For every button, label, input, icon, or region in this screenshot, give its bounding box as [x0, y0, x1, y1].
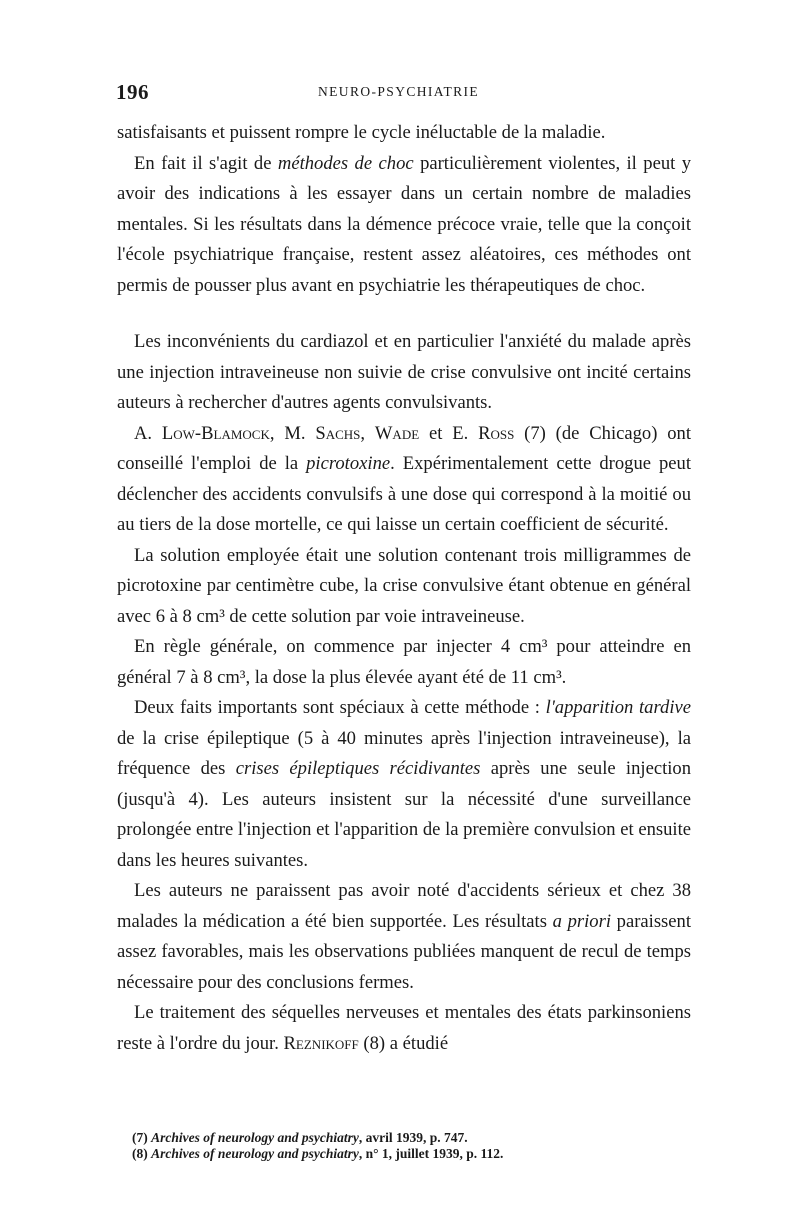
italic-term: a priori [552, 910, 611, 932]
text-run: , M. [269, 422, 316, 444]
citation-details: , n° 1, juillet 1939, p. 112. [358, 1146, 504, 1161]
body-text [117, 118, 691, 1059]
author-name: Low-Blamock [161, 422, 270, 444]
running-title: NEURO-PSYCHIATRIE [318, 84, 480, 99]
text-run: (8) a étudié [358, 1032, 449, 1054]
page-header [0, 80, 800, 104]
author-name: Wade [374, 422, 420, 444]
footnote-number: (7) [132, 1130, 152, 1145]
text-run: . Expérimentalement cette drogue peut déclencher des accidents convulsifs à une dose qui correspond à la moitié ou au tiers de la dose mortelle, ce qui laisse un certain coefficient de sécurité. [117, 453, 691, 535]
author-name: Ross [478, 422, 515, 444]
paragraph-7 [117, 693, 691, 876]
footnote-8 [132, 1146, 692, 1162]
text-run: de la crise épileptique (5 à 40 minutes après l'injection intraveineuse), la fréquence des [117, 727, 691, 779]
paragraph-6: En règle générale, on commence par injecter 4 cm³ pour atteindre en général 7 à 8 cm³, la dose la plus élevée ayant été de 11 cm³. [117, 636, 691, 688]
text-run: particulièrement violentes, il peut y avoir des indications à les essayer dans un certain nombre de maladies mentales. Si les résultats dans la démence précoce vraie, telle que la conçoit l'école psychiatrique française, restent assez aléatoires, ces méthodes ont permis de pousser plus avant en psychiatrie les thérapeutiques de choc. [117, 152, 692, 296]
italic-term: méthodes de choc [277, 152, 414, 174]
text-run: , [360, 422, 375, 444]
text-run: après une seule injection (jusqu'à 4). Les auteurs insistent sur la nécessité d'une surveillance prolongée entre l'injection et l'apparition de la première convulsion et ensuite dans les heures suivantes. [117, 758, 691, 871]
footnote-number: (8) [132, 1146, 152, 1161]
text-run: Deux faits importants sont spéciaux à cette méthode : [134, 697, 546, 718]
footnotes [132, 1130, 692, 1162]
text-run: Les auteurs ne paraissent pas avoir noté d'accidents sérieux et chez 38 malades la médication a été bien supportée. Les résultats [117, 880, 691, 932]
page-number: 196 [116, 80, 149, 104]
citation-details: , avril 1939, p. 747. [358, 1130, 468, 1145]
text-run: (7) (de Chicago) ont conseillé l'emploi de la [117, 422, 691, 474]
paragraph-9 [117, 998, 691, 1059]
italic-term: l'apparition tardive [545, 697, 691, 718]
journal-title: Archives of neurology and psychiatry [151, 1146, 359, 1161]
footnote-7 [132, 1130, 692, 1146]
text-run: En fait il s'agit de [134, 152, 278, 174]
paragraph-2 [117, 149, 691, 302]
paragraph-4 [117, 419, 691, 541]
text-run: et E. [419, 422, 479, 444]
paragraph-3: Les inconvénients du cardiazol et en particulier l'anxiété du malade après une injection intraveineuse non suivie de crise convulsive ont incité certains auteurs à rechercher d'autres agents convulsivants. [117, 331, 691, 413]
paragraph-1: satisfaisants et puissent rompre le cycle inéluctable de la maladie. [117, 122, 606, 143]
paragraph-5: La solution employée était une solution contenant trois milligrammes de picrotoxine par centimètre cube, la crise convulsive étant obtenue en général avec 6 à 8 cm³ de cette solution par voie intraveineuse. [117, 544, 691, 627]
text-run: A. [134, 422, 162, 444]
italic-term: crises épileptiques récidivantes [235, 758, 481, 779]
italic-term: picrotoxine [306, 453, 391, 474]
paragraph-8 [117, 876, 691, 998]
author-name: Sachs [315, 422, 361, 444]
author-name: Reznikoff [283, 1032, 359, 1054]
journal-title: Archives of neurology and psychiatry [151, 1130, 359, 1145]
text-run: paraissent assez favorables, mais les observations publiées manquent de recul de temps nécessaire pour des conclusions fermes. [117, 910, 692, 993]
text-run: Le traitement des séquelles nerveuses et mentales des états parkinsoniens reste à l'ordre du jour. [117, 1002, 691, 1054]
